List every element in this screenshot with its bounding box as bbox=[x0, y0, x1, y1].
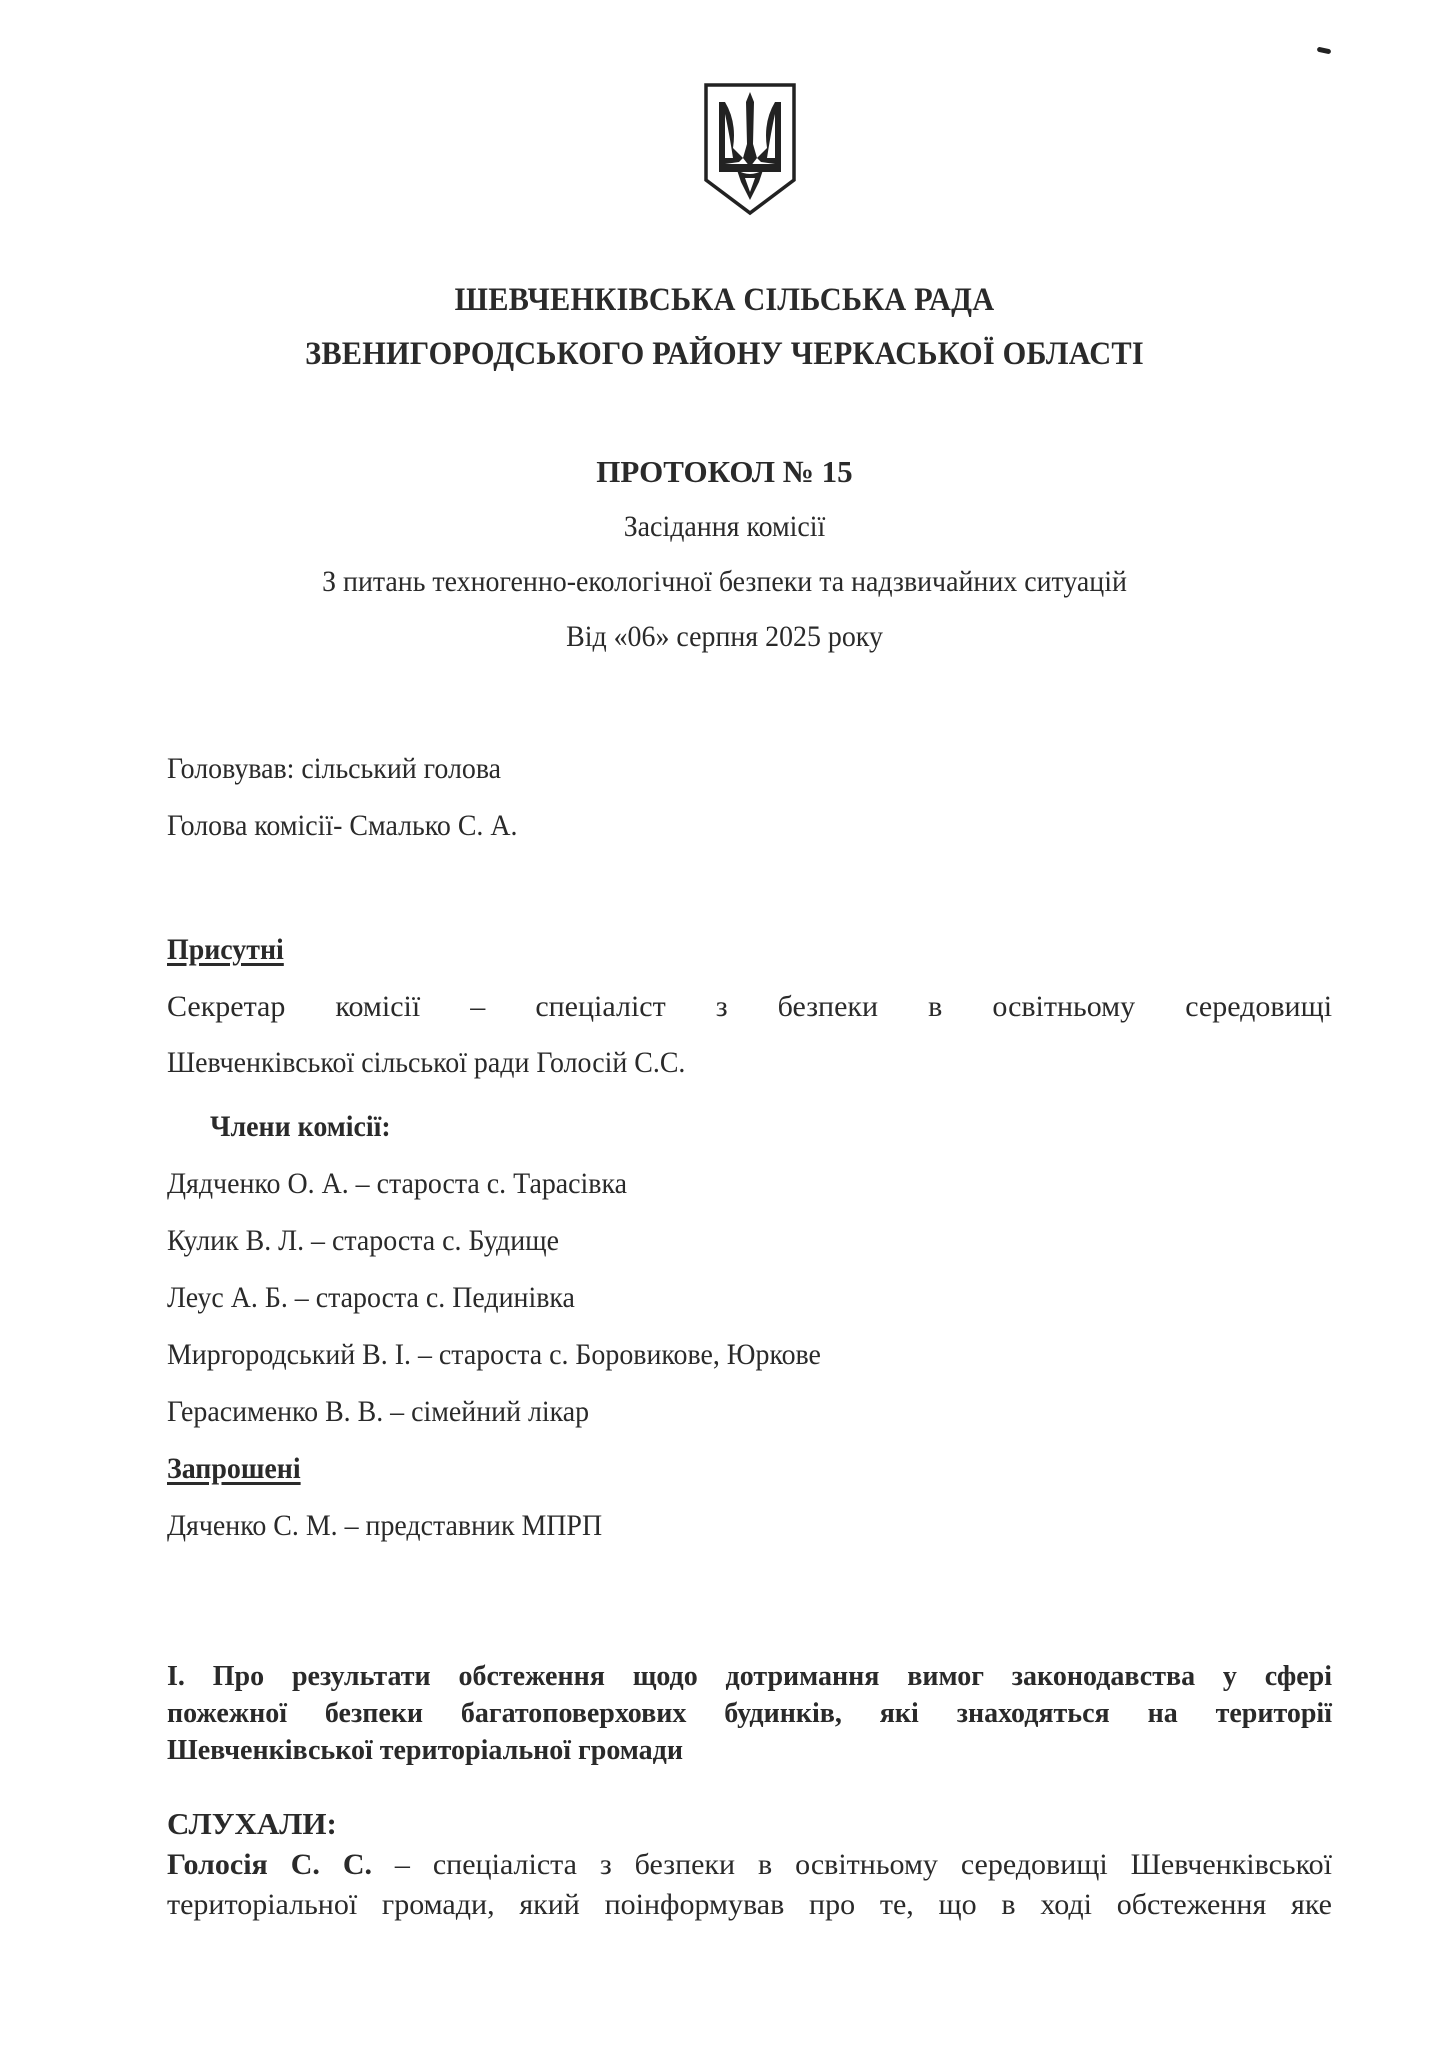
agenda-line: І. Про результати обстеження щодо дотримання вимог законодавства у сфері bbox=[167, 1661, 1332, 1692]
agenda-line: Шевченківської територіальної громади bbox=[167, 1735, 683, 1766]
present-heading: Присутні bbox=[167, 933, 284, 966]
heard-line-2: територіальної громади, який поінформував про те, що в ході обстеження яке bbox=[167, 1888, 1332, 1921]
word: в bbox=[928, 990, 943, 1023]
speaker-name: Голосія С. С. bbox=[167, 1848, 372, 1881]
member-item: Миргородський В. І. – староста с. Боровикове, Юркове bbox=[167, 1338, 821, 1371]
word: освітньому bbox=[992, 990, 1136, 1023]
member-item: Дядченко О. А. – староста с. Тарасівка bbox=[167, 1167, 627, 1200]
word: комісії bbox=[335, 990, 421, 1023]
agenda-line: пожежної безпеки багатоповерхових будинків, які знаходяться на території bbox=[167, 1698, 1332, 1729]
agenda-item-1 bbox=[167, 1658, 1332, 1769]
chaired-by: Головував: сільський голова bbox=[167, 752, 502, 785]
commission-head: Голова комісії- Смалько С. А. bbox=[167, 809, 518, 842]
word: середовищі bbox=[1185, 990, 1333, 1023]
member-item: Леус А. Б. – староста с. Пединівка bbox=[167, 1281, 575, 1314]
word: Секретар bbox=[167, 990, 286, 1023]
invited-item: Дяченко С. М. – представник МПРП bbox=[167, 1509, 603, 1542]
members-heading: Члени комісії: bbox=[210, 1110, 391, 1143]
protocol-subtitle: Засідання комісії bbox=[623, 510, 826, 543]
coat-of-arms-trident-icon bbox=[703, 82, 797, 216]
heard-heading: СЛУХАЛИ: bbox=[167, 1806, 337, 1841]
secretary-line-1 bbox=[167, 990, 1332, 1024]
word: безпеки bbox=[777, 990, 879, 1023]
word: спеціаліст bbox=[535, 990, 666, 1023]
protocol-topic: З питань техногенно-екологічної безпеки та надзвичайних ситуацій bbox=[322, 565, 1127, 598]
member-item: Герасименко В. В. – сімейний лікар bbox=[167, 1395, 590, 1428]
protocol-date: Від «06» серпня 2025 року bbox=[566, 620, 883, 653]
word: з bbox=[715, 990, 728, 1023]
org-name-line-1: ШЕВЧЕНКІВСЬКА СІЛЬСЬКА РАДА bbox=[454, 282, 995, 318]
heard-line-1 bbox=[167, 1848, 1332, 1882]
invited-heading: Запрошені bbox=[167, 1452, 301, 1485]
heard-text: – спеціаліста з безпеки в освітньому середовищі Шевченківської bbox=[371, 1848, 1332, 1881]
word: – bbox=[470, 990, 486, 1023]
org-name-line-2: ЗВЕНИГОРОДСЬКОГО РАЙОНУ ЧЕРКАСЬКОЇ ОБЛАСТІ bbox=[305, 336, 1144, 372]
protocol-title: ПРОТОКОЛ № 15 bbox=[596, 454, 853, 489]
scan-speck bbox=[1317, 47, 1332, 55]
member-item: Кулик В. Л. – староста с. Будище bbox=[167, 1224, 559, 1257]
secretary-line-2: Шевченківської сільської ради Голосій С.С. bbox=[167, 1046, 686, 1079]
